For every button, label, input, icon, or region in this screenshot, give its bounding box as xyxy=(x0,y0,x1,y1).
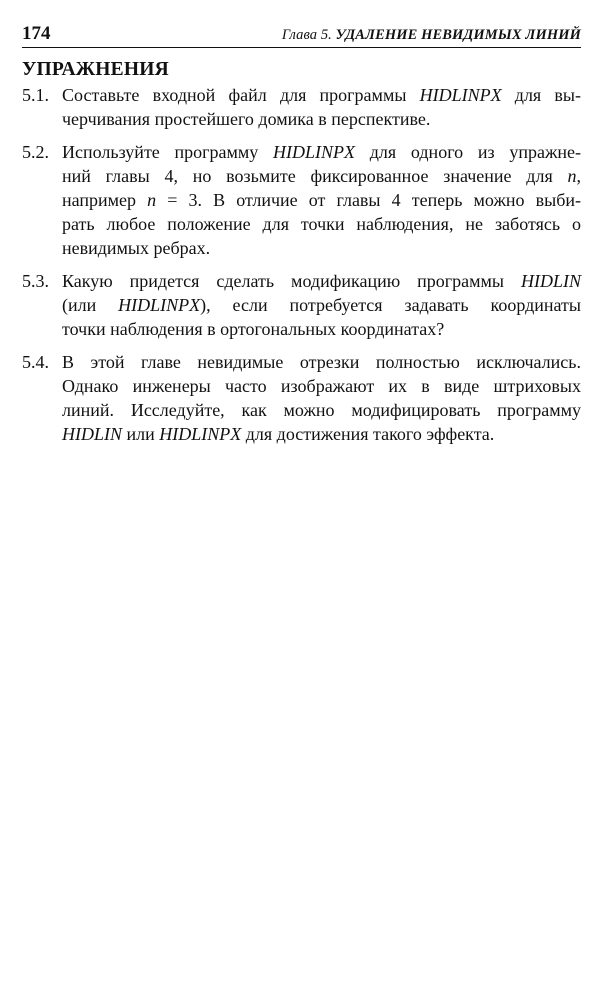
exercise-number: 5.4. xyxy=(22,352,49,372)
program-name: HIDLINPX xyxy=(273,142,356,162)
text-run: Составьте входной файл для программы xyxy=(62,85,420,105)
text-run: Какую придется сделать модификацию программы xyxy=(62,271,521,291)
exercise-number: 5.3. xyxy=(22,271,49,291)
text-run: , xyxy=(576,166,581,186)
exercise-item xyxy=(22,83,581,131)
text-run: В этой главе невидимые отрезки полностью исключались. xyxy=(62,352,581,372)
text-line xyxy=(62,350,581,374)
text-run: ), если потребуется задавать координаты xyxy=(200,295,581,315)
text-line xyxy=(62,140,581,164)
chapter-prefix: Глава 5. xyxy=(281,27,332,43)
text-run: невидимых ребрах. xyxy=(62,238,211,258)
text-line xyxy=(62,236,581,260)
exercise-number: 5.1. xyxy=(22,85,49,105)
text-line xyxy=(62,188,581,212)
text-line xyxy=(62,212,581,236)
text-run: (или xyxy=(62,295,119,315)
exercise-number: 5.2. xyxy=(22,142,49,162)
exercise-text xyxy=(62,83,581,131)
text-run: = 3. В отличие от главы 4 теперь можно выби- xyxy=(156,190,582,210)
section-title: УПРАЖНЕНИЯ xyxy=(22,59,169,80)
chapter-header xyxy=(282,25,581,45)
program-name: HIDLINPX xyxy=(159,424,242,444)
chapter-title: УДАЛЕНИЕ НЕВИДИМЫХ ЛИНИЙ xyxy=(335,27,581,43)
math-variable: n xyxy=(147,190,157,210)
text-line xyxy=(62,83,581,107)
text-line xyxy=(62,317,581,341)
text-line xyxy=(62,398,581,422)
text-line xyxy=(62,422,581,446)
exercise-item xyxy=(22,140,581,260)
text-line xyxy=(62,164,581,188)
text-run: черчивания простейшего домика в перспективе. xyxy=(62,109,431,129)
text-run: Используйте программу xyxy=(62,142,274,162)
text-run: линий. Исследуйте, как можно модифицировать программу xyxy=(62,400,581,420)
text-run: точки наблюдения в ортогональных координатах? xyxy=(62,319,445,339)
text-run: Однако инженеры часто изображают их в виде штриховых xyxy=(62,376,581,396)
program-name: HIDLINPX xyxy=(419,85,502,105)
text-line xyxy=(62,374,581,398)
text-run: например xyxy=(62,190,148,210)
page-number: 174 xyxy=(22,23,51,44)
text-run: рать любое положение для точки наблюдения, не заботясь о xyxy=(62,214,581,234)
exercise-text xyxy=(62,350,581,446)
program-name: HIDLIN xyxy=(520,271,581,291)
text-run: для достижения такого эффекта. xyxy=(241,424,495,444)
text-line xyxy=(62,269,581,293)
exercise-text xyxy=(62,269,581,341)
text-run: для вы- xyxy=(501,85,581,105)
program-name: HIDLIN xyxy=(62,424,123,444)
program-name: HIDLINPX xyxy=(118,295,201,315)
exercise-item xyxy=(22,269,581,341)
exercise-item xyxy=(22,350,581,446)
text-run: ний главы 4, но возьмите фиксированное значение для xyxy=(62,166,568,186)
math-variable: n xyxy=(567,166,577,186)
text-run: или xyxy=(122,424,160,444)
text-line xyxy=(62,107,581,131)
exercise-list xyxy=(22,83,581,446)
text-run: для одного из упражне- xyxy=(355,142,581,162)
text-line xyxy=(62,293,581,317)
exercise-text xyxy=(62,140,581,260)
running-header xyxy=(22,24,581,48)
